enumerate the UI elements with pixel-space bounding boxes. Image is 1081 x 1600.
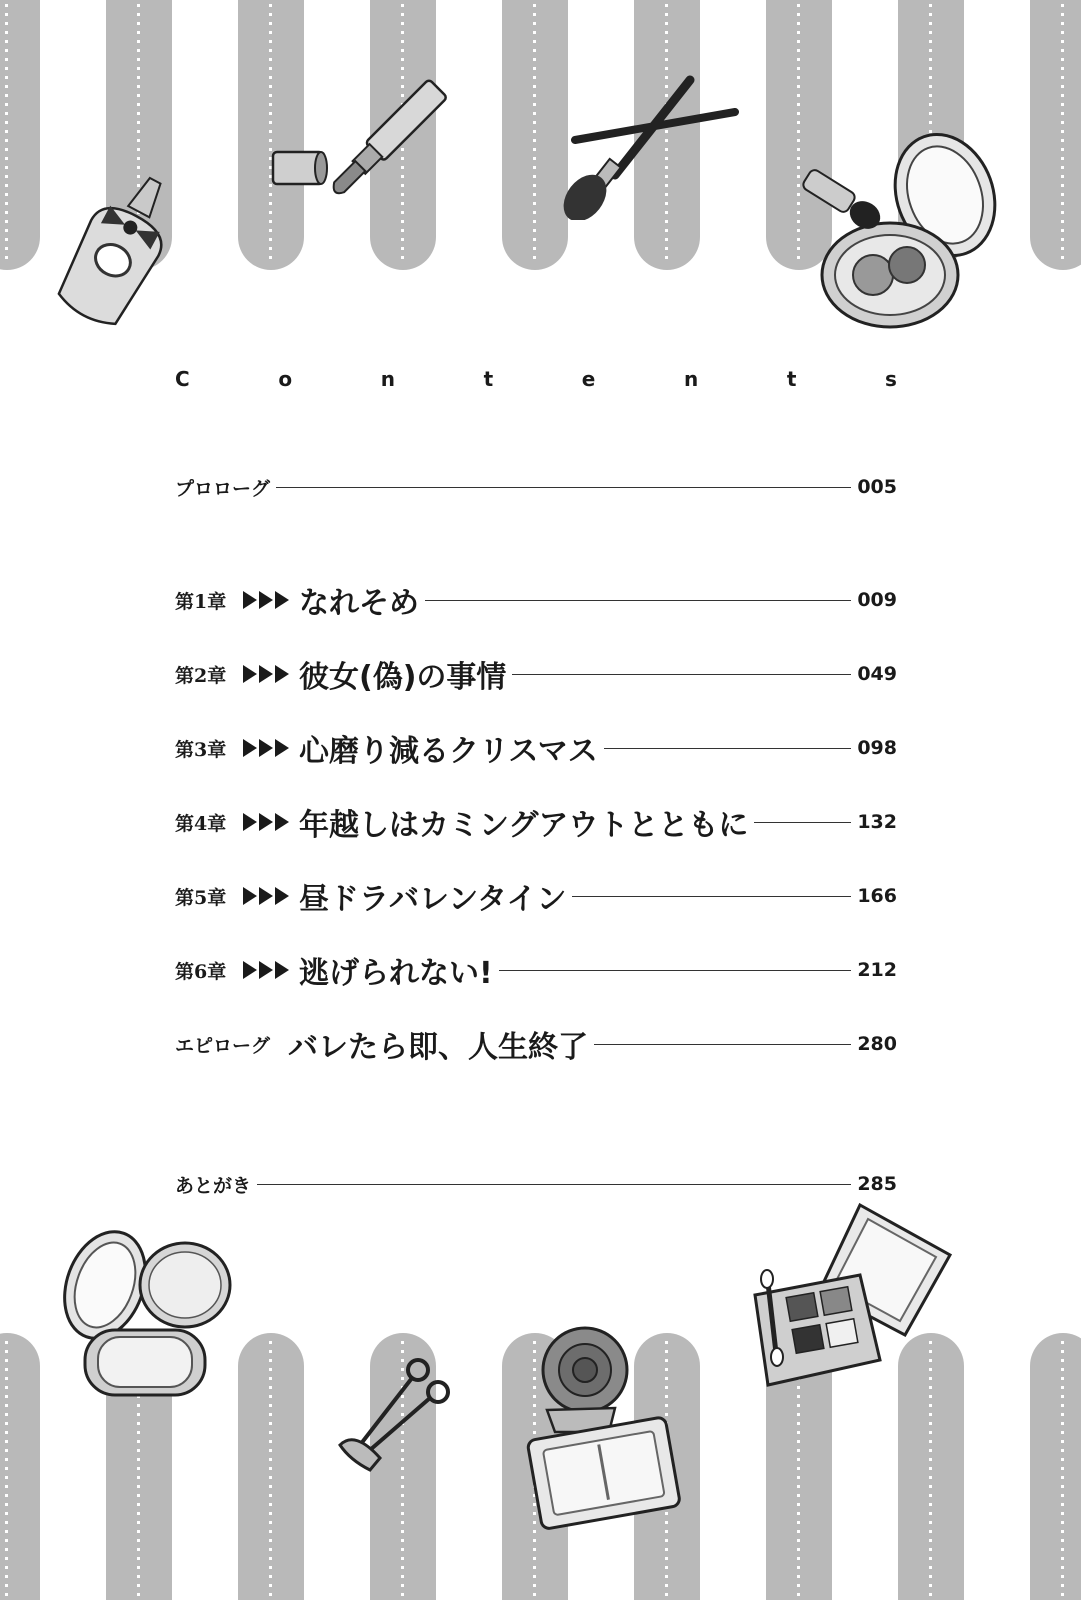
leader-line xyxy=(276,487,851,488)
leader-line xyxy=(594,1044,851,1045)
toc-entry-prologue[interactable] xyxy=(175,465,897,509)
eyeshadow-palette-icon xyxy=(750,1195,960,1395)
eyelash-curler-icon xyxy=(330,1350,460,1480)
contents-title: C o n t e n t s xyxy=(175,367,897,391)
chapter-number: 第3章 xyxy=(175,738,227,761)
chapter-title: なれそめ xyxy=(299,586,419,621)
triple-arrow-icon xyxy=(243,739,291,757)
afterword-label: あとがき xyxy=(175,1174,252,1197)
triple-arrow-icon xyxy=(243,961,291,979)
page-number: 212 xyxy=(857,959,897,981)
chapter-title: 彼女(偽)の事情 xyxy=(299,660,507,695)
leader-line xyxy=(754,822,851,823)
chapter-title: 昼ドラバレンタイン xyxy=(299,882,567,917)
toc-entry-chapter-5[interactable] xyxy=(175,874,897,918)
chapter-title: 心磨り減るクリスマス xyxy=(299,734,598,769)
blush-compact-icon xyxy=(795,125,1005,335)
chapter-number: 第5章 xyxy=(175,886,227,909)
leader-line xyxy=(425,600,851,601)
chapter-number: 第1章 xyxy=(175,590,227,613)
flower-perfume-icon xyxy=(515,1320,695,1530)
powder-compact-icon xyxy=(40,1225,240,1405)
triple-arrow-icon xyxy=(243,665,291,683)
toc-entry-chapter-4[interactable] xyxy=(175,800,897,844)
prologue-label: プロローグ xyxy=(175,477,271,500)
lipstick-icon xyxy=(265,70,465,195)
leader-line xyxy=(499,970,852,971)
chapter-title: 逃げられない! xyxy=(299,956,493,991)
toc-entry-epilogue[interactable] xyxy=(175,1022,897,1066)
leader-line xyxy=(572,896,851,897)
chapter-title: 年越しはカミングアウトとともに xyxy=(299,808,749,843)
page-number: 280 xyxy=(857,1033,897,1055)
page-number: 285 xyxy=(857,1173,897,1195)
page-number: 166 xyxy=(857,885,897,907)
page-number: 005 xyxy=(857,476,897,498)
toc-entry-chapter-1[interactable] xyxy=(175,578,897,622)
toc-entry-chapter-2[interactable] xyxy=(175,652,897,696)
leader-line xyxy=(257,1184,851,1185)
makeup-brushes-icon xyxy=(555,70,745,220)
chapter-number: 第4章 xyxy=(175,812,227,835)
leader-line xyxy=(604,748,852,749)
page-number: 049 xyxy=(857,663,897,685)
epilogue-label: エピローグ xyxy=(175,1034,271,1057)
page-number: 132 xyxy=(857,811,897,833)
epilogue-title: バレたら即、人生終了 xyxy=(288,1030,589,1065)
chapter-number: 第2章 xyxy=(175,664,227,687)
toc-entry-chapter-6[interactable] xyxy=(175,948,897,992)
page-number: 098 xyxy=(857,737,897,759)
leader-line xyxy=(512,674,851,675)
perfume-bottle-icon xyxy=(50,165,180,330)
triple-arrow-icon xyxy=(243,813,291,831)
page-number: 009 xyxy=(857,589,897,611)
chapter-number: 第6章 xyxy=(175,960,227,983)
triple-arrow-icon xyxy=(243,887,291,905)
toc-entry-chapter-3[interactable] xyxy=(175,726,897,770)
triple-arrow-icon xyxy=(243,591,291,609)
